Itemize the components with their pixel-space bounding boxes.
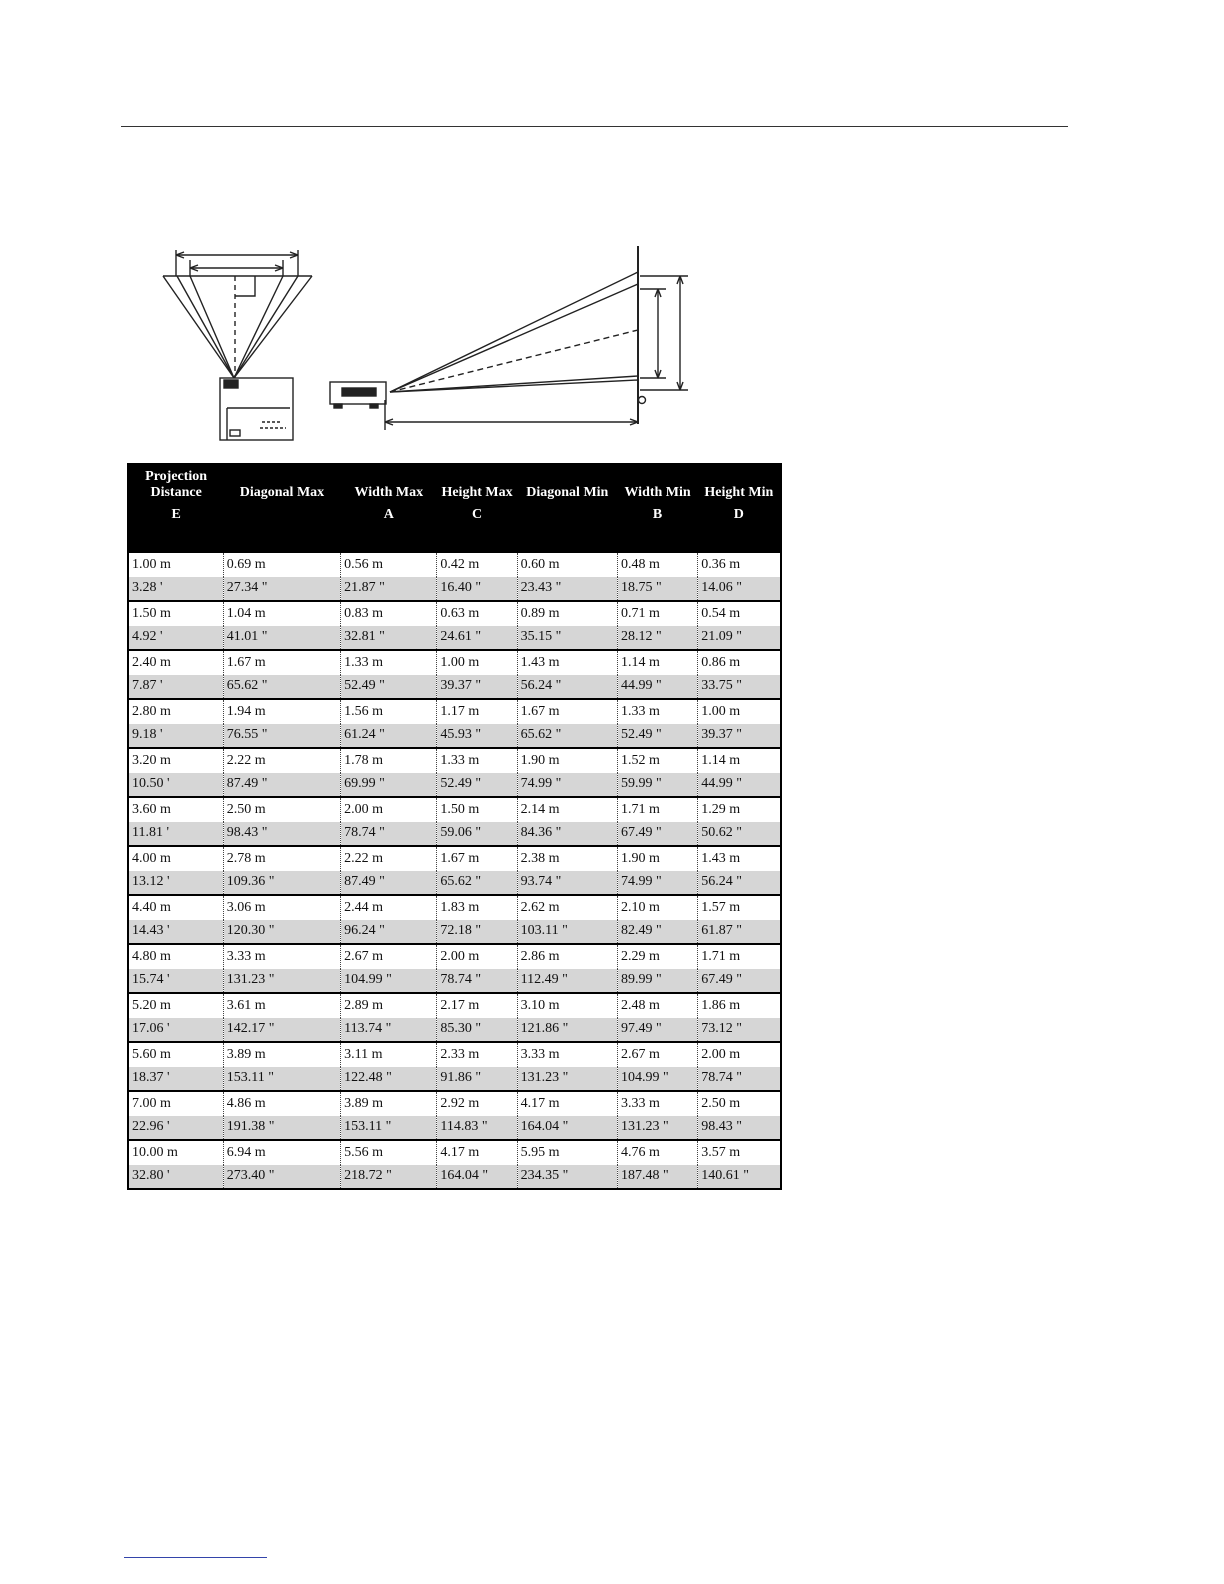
table-cell: 5.56 m — [341, 1140, 437, 1165]
table-cell: 87.49 " — [341, 871, 437, 896]
table-cell: 14.43 ' — [128, 920, 223, 945]
table-cell: 82.49 " — [617, 920, 697, 945]
table-cell: 131.23 " — [517, 1067, 617, 1092]
table-cell: 2.14 m — [517, 797, 617, 822]
table-cell: 2.38 m — [517, 846, 617, 871]
center-ray — [390, 330, 638, 392]
table-cell: 131.23 " — [617, 1116, 697, 1141]
table-cell: 97.49 " — [617, 1018, 697, 1043]
table-cell: 27.34 " — [223, 577, 340, 602]
column-header-label: Diagonal Max — [239, 485, 325, 500]
table-cell: 1.00 m — [128, 553, 223, 577]
table-cell: 0.54 m — [698, 601, 781, 626]
projection-diagram — [160, 244, 700, 444]
table-cell: 104.99 " — [617, 1067, 697, 1092]
table-row-imperial — [128, 773, 781, 798]
table-cell: 1.71 m — [617, 797, 697, 822]
table-cell: 1.17 m — [437, 699, 517, 724]
table-row-imperial — [128, 969, 781, 994]
table-cell: 39.37 " — [698, 724, 781, 749]
table-row-metric — [128, 601, 781, 626]
table-cell: 3.89 m — [223, 1042, 340, 1067]
table-cell: 2.10 m — [617, 895, 697, 920]
table-cell: 2.86 m — [517, 944, 617, 969]
table-cell: 0.36 m — [698, 553, 781, 577]
column-header-label: Width Max — [354, 485, 424, 500]
table-cell: 3.61 m — [223, 993, 340, 1018]
table-cell: 0.42 m — [437, 553, 517, 577]
table-cell: 2.22 m — [341, 846, 437, 871]
table-row-metric — [128, 1140, 781, 1165]
table-cell: 18.37 ' — [128, 1067, 223, 1092]
column-header-letter: A — [383, 507, 394, 522]
table-cell: 2.50 m — [698, 1091, 781, 1116]
table-row-metric — [128, 846, 781, 871]
table-cell: 3.60 m — [128, 797, 223, 822]
table-cell: 153.11 " — [223, 1067, 340, 1092]
table-cell: 84.36 " — [517, 822, 617, 847]
table-row-imperial — [128, 920, 781, 945]
table-cell: 0.60 m — [517, 553, 617, 577]
table-header-row — [128, 464, 781, 553]
table-cell: 1.67 m — [517, 699, 617, 724]
table-cell: 1.00 m — [698, 699, 781, 724]
table-cell: 0.56 m — [341, 553, 437, 577]
table-cell: 2.29 m — [617, 944, 697, 969]
table-cell: 140.61 " — [698, 1165, 781, 1190]
table-cell: 44.99 " — [698, 773, 781, 798]
table-cell: 67.49 " — [698, 969, 781, 994]
projection-distance-table — [127, 463, 782, 1190]
table-cell: 39.37 " — [437, 675, 517, 700]
table-cell: 2.78 m — [223, 846, 340, 871]
column-header-letter: B — [652, 507, 663, 522]
table-cell: 41.01 " — [223, 626, 340, 651]
table-cell: 2.80 m — [128, 699, 223, 724]
table-cell: 0.63 m — [437, 601, 517, 626]
table-cell: 5.95 m — [517, 1140, 617, 1165]
table-cell: 2.00 m — [698, 1042, 781, 1067]
table-cell: 112.49 " — [517, 969, 617, 994]
table-cell: 1.33 m — [617, 699, 697, 724]
table-cell: 0.83 m — [341, 601, 437, 626]
table-cell: 65.62 " — [517, 724, 617, 749]
table-cell: 69.99 " — [341, 773, 437, 798]
column-header — [223, 464, 340, 553]
table-cell: 33.75 " — [698, 675, 781, 700]
table-cell: 4.86 m — [223, 1091, 340, 1116]
column-header — [617, 464, 697, 553]
table-cell: 121.86 " — [517, 1018, 617, 1043]
table-cell: 1.14 m — [698, 748, 781, 773]
table-cell: 0.48 m — [617, 553, 697, 577]
table-cell: 14.06 " — [698, 577, 781, 602]
table-cell: 1.50 m — [128, 601, 223, 626]
column-header — [128, 464, 223, 553]
table-cell: 153.11 " — [341, 1116, 437, 1141]
table-cell: 96.24 " — [341, 920, 437, 945]
table-cell: 3.20 m — [128, 748, 223, 773]
table-cell: 11.81 ' — [128, 822, 223, 847]
column-header — [437, 464, 517, 553]
table-cell: 10.00 m — [128, 1140, 223, 1165]
table-cell: 113.74 " — [341, 1018, 437, 1043]
table-cell: 67.49 " — [617, 822, 697, 847]
table-cell: 187.48 " — [617, 1165, 697, 1190]
table-row-metric — [128, 1042, 781, 1067]
table-cell: 3.33 m — [223, 944, 340, 969]
table-cell: 13.12 ' — [128, 871, 223, 896]
table-cell: 78.74 " — [341, 822, 437, 847]
table-cell: 1.78 m — [341, 748, 437, 773]
table-cell: 52.49 " — [617, 724, 697, 749]
column-header — [341, 464, 437, 553]
table-cell: 3.11 m — [341, 1042, 437, 1067]
table-cell: 164.04 " — [437, 1165, 517, 1190]
table-cell: 1.14 m — [617, 650, 697, 675]
column-header-label: Height Min — [704, 485, 774, 500]
table-row-metric — [128, 944, 781, 969]
table-cell: 1.90 m — [517, 748, 617, 773]
table-cell: 35.15 " — [517, 626, 617, 651]
table-cell: 0.89 m — [517, 601, 617, 626]
table-cell: 61.87 " — [698, 920, 781, 945]
table-cell: 2.22 m — [223, 748, 340, 773]
table-cell: 17.06 ' — [128, 1018, 223, 1043]
table-cell: 45.93 " — [437, 724, 517, 749]
table-cell: 52.49 " — [341, 675, 437, 700]
table-cell: 0.69 m — [223, 553, 340, 577]
table-cell: 0.86 m — [698, 650, 781, 675]
table-cell: 76.55 " — [223, 724, 340, 749]
column-header-top: Projection — [145, 469, 208, 484]
table-cell: 1.43 m — [517, 650, 617, 675]
table-cell: 2.33 m — [437, 1042, 517, 1067]
table-row-imperial — [128, 1067, 781, 1092]
table-row-metric — [128, 993, 781, 1018]
table-cell: 104.99 " — [341, 969, 437, 994]
table-row-metric — [128, 895, 781, 920]
table-cell: 59.99 " — [617, 773, 697, 798]
table-row-metric — [128, 699, 781, 724]
table-cell: 1.04 m — [223, 601, 340, 626]
table-cell: 122.48 " — [341, 1067, 437, 1092]
table-cell: 1.90 m — [617, 846, 697, 871]
table-cell: 5.60 m — [128, 1042, 223, 1067]
table-cell: 4.17 m — [517, 1091, 617, 1116]
table-cell: 142.17 " — [223, 1018, 340, 1043]
table-cell: 2.48 m — [617, 993, 697, 1018]
table-cell: 52.49 " — [437, 773, 517, 798]
table-cell: 4.40 m — [128, 895, 223, 920]
table-cell: 2.00 m — [437, 944, 517, 969]
table-cell: 32.80 ' — [128, 1165, 223, 1190]
table-cell: 18.75 " — [617, 577, 697, 602]
column-header-label: Diagonal Min — [526, 485, 609, 500]
table-cell: 1.33 m — [437, 748, 517, 773]
table-cell: 1.56 m — [341, 699, 437, 724]
column-header — [698, 464, 781, 553]
table-cell: 22.96 ' — [128, 1116, 223, 1141]
table-cell: 93.74 " — [517, 871, 617, 896]
table-cell: 1.83 m — [437, 895, 517, 920]
table-cell: 9.18 ' — [128, 724, 223, 749]
table-cell: 98.43 " — [698, 1116, 781, 1141]
table-cell: 72.18 " — [437, 920, 517, 945]
table-cell: 1.52 m — [617, 748, 697, 773]
table-cell: 4.92 ' — [128, 626, 223, 651]
table-cell: 7.87 ' — [128, 675, 223, 700]
table-cell: 4.76 m — [617, 1140, 697, 1165]
table-cell: 65.62 " — [437, 871, 517, 896]
table-cell: 10.50 ' — [128, 773, 223, 798]
table-row-imperial — [128, 675, 781, 700]
table-row-metric — [128, 1091, 781, 1116]
table-cell: 1.00 m — [437, 650, 517, 675]
table-cell: 1.67 m — [437, 846, 517, 871]
table-row-metric — [128, 650, 781, 675]
table-cell: 78.74 " — [437, 969, 517, 994]
footer-link-rule — [124, 1557, 267, 1558]
table-cell: 114.83 " — [437, 1116, 517, 1141]
table-cell: 4.00 m — [128, 846, 223, 871]
table-row-metric — [128, 748, 781, 773]
table-cell: 3.57 m — [698, 1140, 781, 1165]
table-row-imperial — [128, 724, 781, 749]
table-row-metric — [128, 553, 781, 577]
column-header — [517, 464, 617, 553]
table-cell: 234.35 " — [517, 1165, 617, 1190]
table-cell: 2.62 m — [517, 895, 617, 920]
table-cell: 1.50 m — [437, 797, 517, 822]
table-cell: 6.94 m — [223, 1140, 340, 1165]
header-rule — [121, 126, 1068, 127]
table-cell: 91.86 " — [437, 1067, 517, 1092]
table-cell: 50.62 " — [698, 822, 781, 847]
table-cell: 191.38 " — [223, 1116, 340, 1141]
table-cell: 109.36 " — [223, 871, 340, 896]
table-cell: 2.92 m — [437, 1091, 517, 1116]
table-cell: 3.33 m — [617, 1091, 697, 1116]
table-cell: 73.12 " — [698, 1018, 781, 1043]
table-cell: 3.10 m — [517, 993, 617, 1018]
table-cell: 103.11 " — [517, 920, 617, 945]
table-row-imperial — [128, 1116, 781, 1141]
table-cell: 21.09 " — [698, 626, 781, 651]
table-row-imperial — [128, 871, 781, 896]
table-cell: 273.40 " — [223, 1165, 340, 1190]
table-row-imperial — [128, 577, 781, 602]
table-cell: 120.30 " — [223, 920, 340, 945]
table-row-imperial — [128, 1018, 781, 1043]
table-cell: 2.89 m — [341, 993, 437, 1018]
table-cell: 218.72 " — [341, 1165, 437, 1190]
table-cell: 56.24 " — [698, 871, 781, 896]
table-cell: 28.12 " — [617, 626, 697, 651]
table-cell: 131.23 " — [223, 969, 340, 994]
table-cell: 2.40 m — [128, 650, 223, 675]
table-cell: 89.99 " — [617, 969, 697, 994]
table-cell: 2.67 m — [617, 1042, 697, 1067]
table-cell: 1.67 m — [223, 650, 340, 675]
table-cell: 1.94 m — [223, 699, 340, 724]
column-header-label: Height Max — [441, 485, 513, 500]
table-cell: 0.71 m — [617, 601, 697, 626]
table-cell: 87.49 " — [223, 773, 340, 798]
table-cell: 7.00 m — [128, 1091, 223, 1116]
column-header-label: Width Min — [624, 485, 691, 500]
table-cell: 44.99 " — [617, 675, 697, 700]
table-cell: 3.33 m — [517, 1042, 617, 1067]
table-row-imperial — [128, 626, 781, 651]
table-cell: 23.43 " — [517, 577, 617, 602]
table-cell: 1.29 m — [698, 797, 781, 822]
table-cell: 65.62 " — [223, 675, 340, 700]
table-cell: 2.50 m — [223, 797, 340, 822]
table-cell: 15.74 ' — [128, 969, 223, 994]
table-row-imperial — [128, 822, 781, 847]
table-cell: 1.86 m — [698, 993, 781, 1018]
table-cell: 56.24 " — [517, 675, 617, 700]
table-cell: 3.28 ' — [128, 577, 223, 602]
column-header-letter: D — [733, 507, 744, 522]
table-cell: 78.74 " — [698, 1067, 781, 1092]
table-cell: 85.30 " — [437, 1018, 517, 1043]
table-cell: 1.71 m — [698, 944, 781, 969]
table-cell: 2.00 m — [341, 797, 437, 822]
table-cell: 1.43 m — [698, 846, 781, 871]
table-cell: 1.57 m — [698, 895, 781, 920]
table-cell: 32.81 " — [341, 626, 437, 651]
table-cell: 74.99 " — [617, 871, 697, 896]
table-cell: 74.99 " — [517, 773, 617, 798]
table-cell: 21.87 " — [341, 577, 437, 602]
table-cell: 3.89 m — [341, 1091, 437, 1116]
table-cell: 3.06 m — [223, 895, 340, 920]
table-cell: 24.61 " — [437, 626, 517, 651]
table-row-metric — [128, 797, 781, 822]
table-cell: 16.40 " — [437, 577, 517, 602]
table-cell: 2.17 m — [437, 993, 517, 1018]
column-header-label: Distance — [150, 485, 202, 500]
table-cell: 2.44 m — [341, 895, 437, 920]
table-cell: 164.04 " — [517, 1116, 617, 1141]
table-cell: 59.06 " — [437, 822, 517, 847]
table-cell: 4.17 m — [437, 1140, 517, 1165]
table-row-imperial — [128, 1165, 781, 1190]
table-cell: 61.24 " — [341, 724, 437, 749]
column-header-letter: E — [171, 507, 181, 522]
table-cell: 2.67 m — [341, 944, 437, 969]
column-header-letter: C — [471, 507, 483, 522]
table-cell: 98.43 " — [223, 822, 340, 847]
table-cell: 4.80 m — [128, 944, 223, 969]
table-cell: 5.20 m — [128, 993, 223, 1018]
table-cell: 1.33 m — [341, 650, 437, 675]
